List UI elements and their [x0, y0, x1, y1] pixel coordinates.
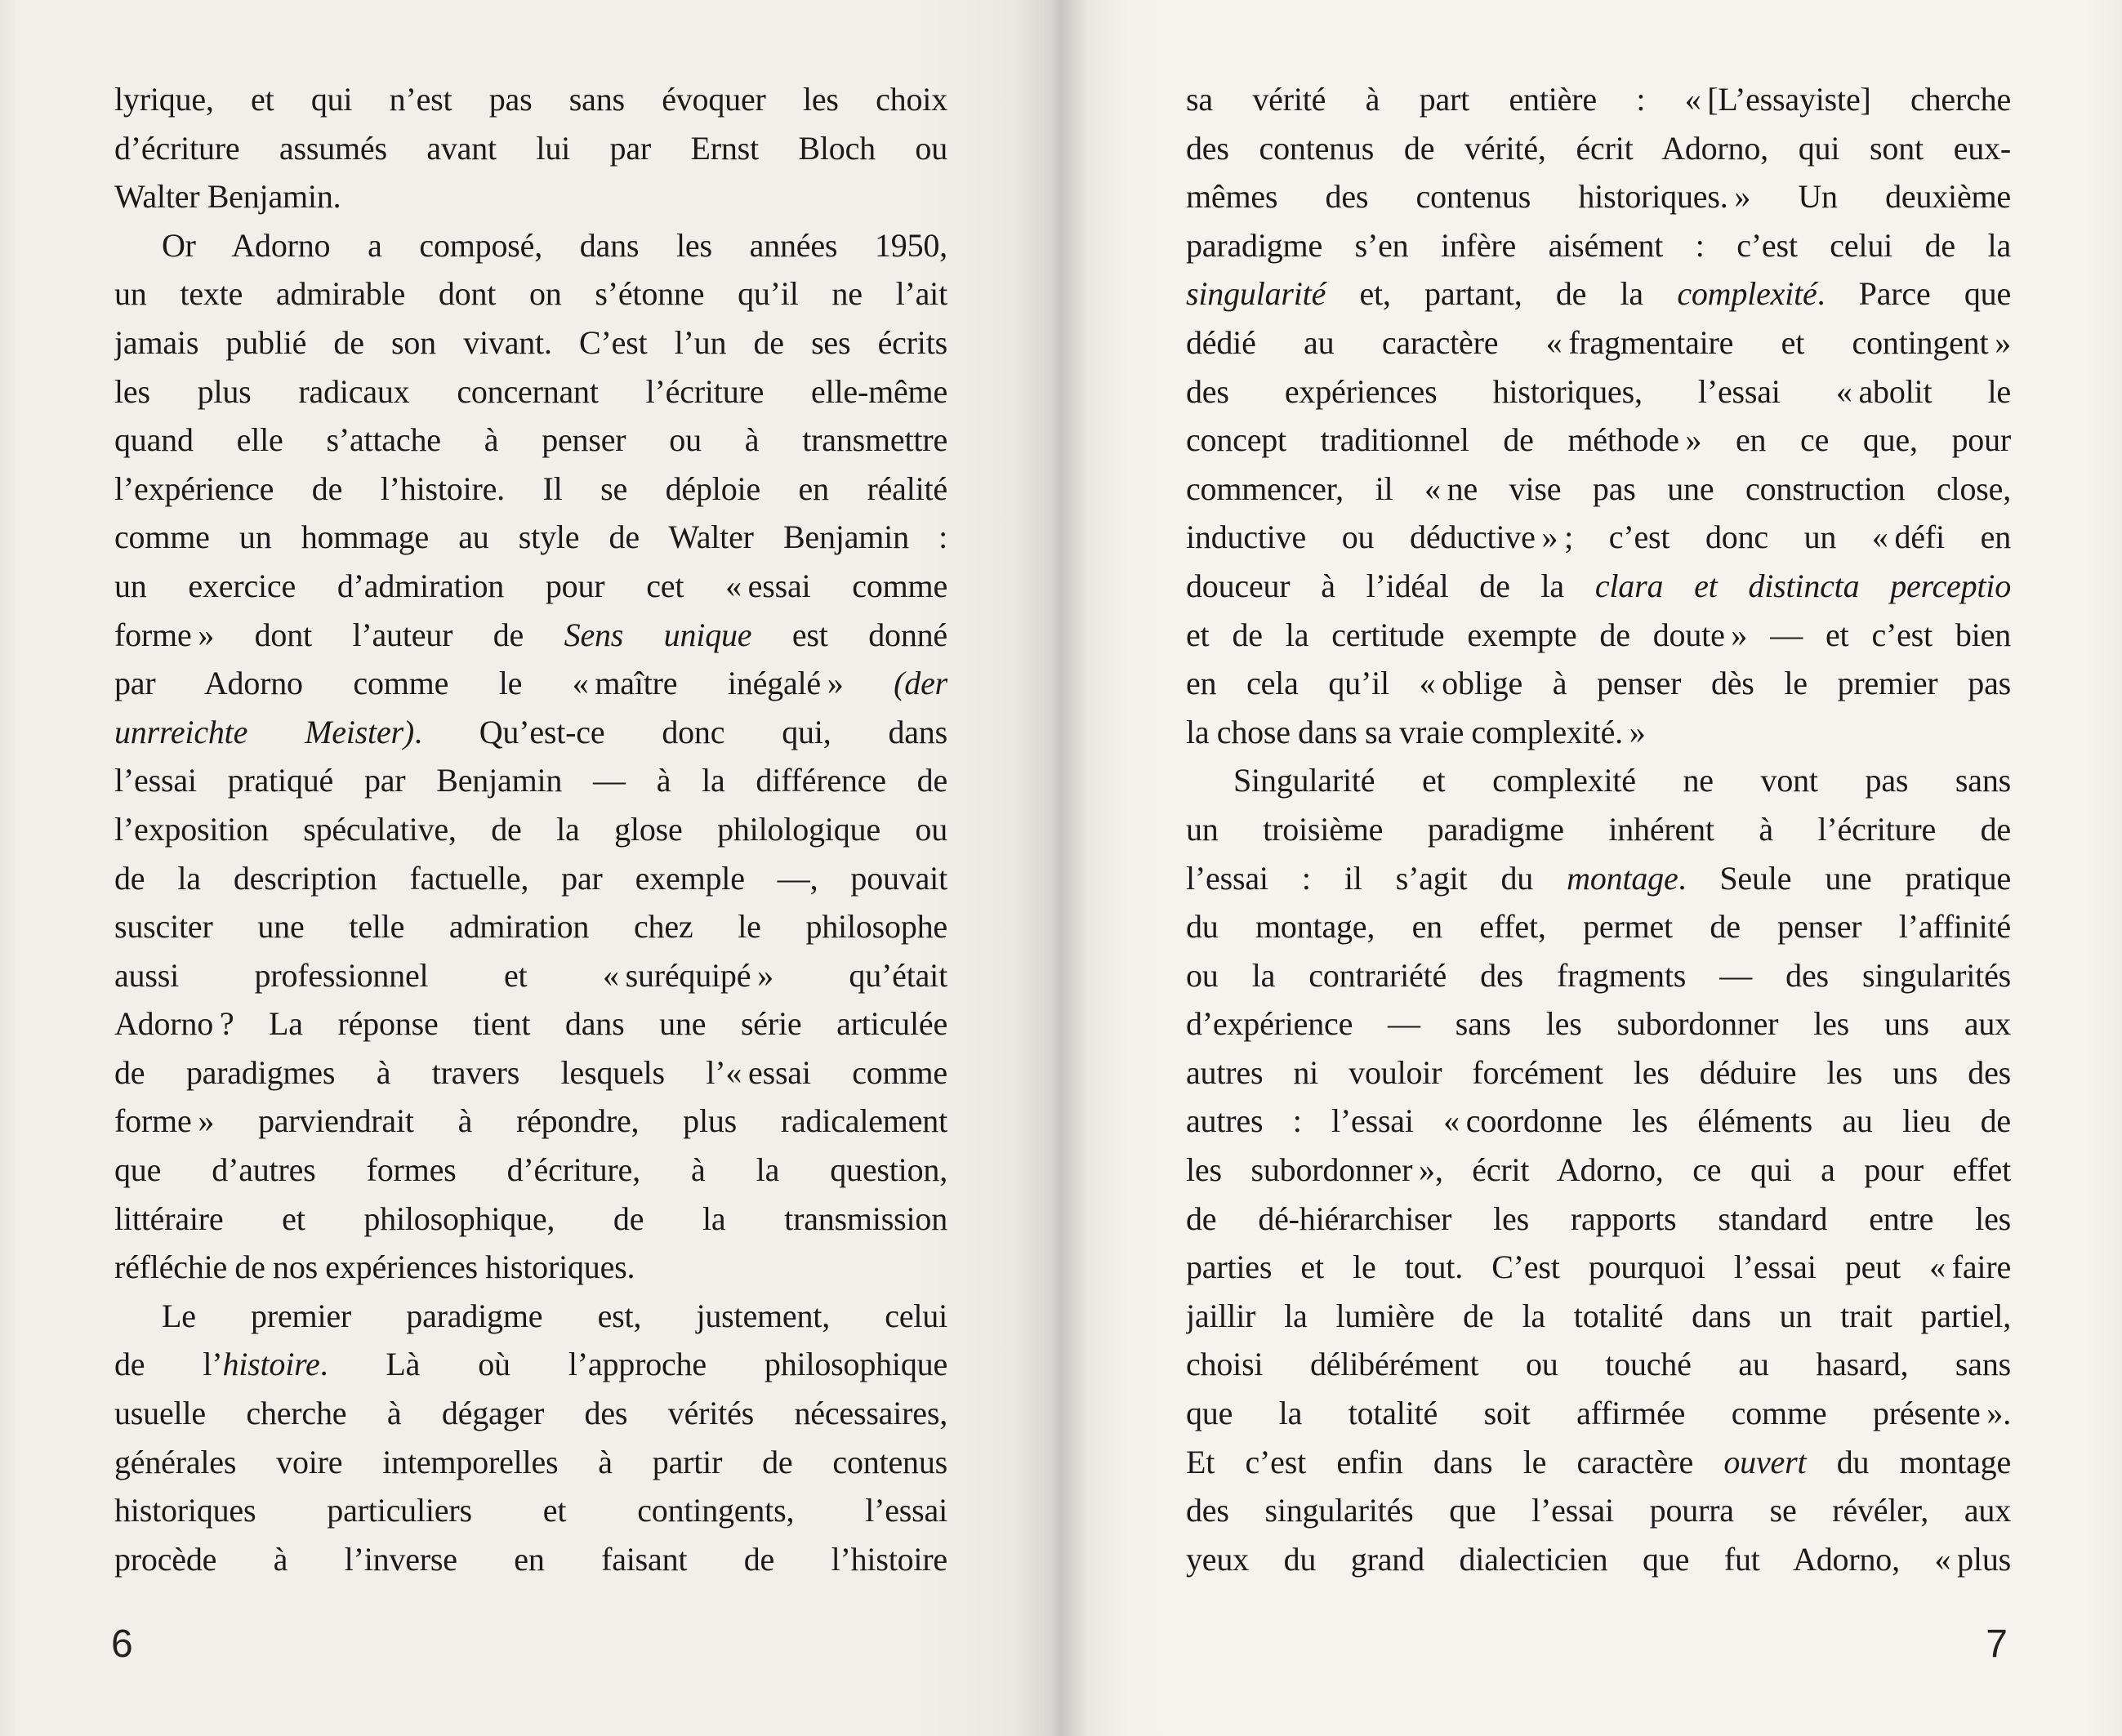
text-line — [1186, 513, 2011, 562]
text-run: les plus radicaux concernant l’écriture elle-même — [114, 372, 947, 410]
text-line — [1186, 756, 2011, 805]
text-line — [1186, 805, 2011, 854]
text-run: est donné — [751, 616, 947, 653]
text-line — [1186, 854, 2011, 903]
text-line — [114, 805, 947, 854]
text-run: de l’ — [114, 1346, 223, 1383]
text-run: autres : l’essai « coordonne les éléments au lieu de — [1186, 1102, 2011, 1140]
text-line — [114, 756, 947, 805]
text-run: de la description factuelle, par exemple —, pouvait — [114, 859, 947, 897]
text-line — [1186, 951, 2011, 1000]
text-run: des singularités que l’essai pourra se révéler, aux — [1186, 1492, 2011, 1529]
text-run: et, partant, de la — [1326, 275, 1678, 313]
text-line — [114, 75, 947, 124]
text-line — [1186, 1486, 2011, 1535]
text-line — [1186, 269, 2011, 318]
text-line — [1186, 465, 2011, 514]
text-line — [114, 1486, 947, 1535]
text-run: l’exposition spéculative, de la glose philologique ou — [114, 810, 947, 848]
italic-text-run: singularité — [1186, 275, 1326, 313]
text-run: Walter Benjamin. — [114, 178, 341, 216]
text-run: des contenus de vérité, écrit Adorno, qui sont eux- — [1186, 129, 2011, 167]
text-line — [114, 902, 947, 951]
text-run: yeux du grand dialecticien que fut Adorno, « plus — [1186, 1540, 2011, 1578]
text-line — [114, 951, 947, 1000]
text-run: par Adorno comme le « maître inégalé » — [114, 665, 894, 702]
text-line — [1186, 416, 2011, 465]
text-run: forme » dont l’auteur de — [114, 616, 564, 653]
text-run: . Là où l’approche philosophique — [319, 1346, 947, 1383]
text-line — [114, 1195, 947, 1244]
text-run: susciter une telle admiration chez le philosophe — [114, 908, 947, 946]
text-line — [114, 708, 947, 757]
text-run: jamais publié de son vivant. C’est l’un de ses écrits — [114, 323, 947, 361]
text-run: la chose dans sa vraie complexité. » — [1186, 713, 1646, 750]
text-run: mêmes des contenus historiques. » Un deuxième — [1186, 178, 2011, 216]
text-line — [1186, 221, 2011, 270]
text-line — [114, 367, 947, 416]
text-run: aussi professionnel et « suréquipé » qu’était — [114, 956, 947, 994]
text-run: que d’autres formes d’écriture, à la question, — [114, 1151, 947, 1189]
text-run: les subordonner », écrit Adorno, ce qui a pour effet — [1186, 1151, 2011, 1189]
text-line — [114, 124, 947, 173]
text-line — [1186, 75, 2011, 124]
text-run: procède à l’inverse en faisant de l’histoire — [114, 1540, 947, 1578]
text-line — [1186, 999, 2011, 1048]
italic-text-run: Sens unique — [564, 616, 752, 653]
text-line — [1186, 1535, 2011, 1584]
text-line — [114, 1146, 947, 1195]
text-line — [114, 562, 947, 611]
text-line — [114, 269, 947, 318]
page-number-left: 6 — [111, 1622, 133, 1666]
text-line — [1186, 1097, 2011, 1146]
text-line — [1186, 1146, 2011, 1195]
text-line — [114, 1535, 947, 1584]
text-run: Le premier paradigme est, justement, celui — [162, 1297, 947, 1334]
text-run: concept traditionnel de méthode » en ce que, pour — [1186, 421, 2011, 459]
text-line — [1186, 708, 2011, 757]
text-line — [114, 465, 947, 514]
text-run: un troisième paradigme inhérent à l’écriture de — [1186, 810, 2011, 848]
text-run: ou la contrariété des fragments — des singularités — [1186, 956, 2011, 994]
text-run: en cela qu’il « oblige à penser dès le premier pas — [1186, 665, 2011, 702]
text-line — [114, 172, 947, 221]
text-run: l’essai : il s’agit du — [1186, 859, 1567, 897]
text-run: un exercice d’admiration pour cet « essai comme — [114, 567, 947, 604]
text-run: dédié au caractère « fragmentaire et contingent » — [1186, 323, 2011, 361]
text-run: du montage — [1806, 1443, 2011, 1480]
text-run: Adorno ? La réponse tient dans une série articulée — [114, 1005, 947, 1043]
text-run: Et c’est enfin dans le caractère — [1186, 1443, 1724, 1480]
text-run: que la totalité soit affirmée comme présente ». — [1186, 1395, 2011, 1432]
italic-text-run: montage — [1567, 859, 1678, 897]
text-run: . Qu’est-ce donc qui, dans — [413, 713, 947, 750]
text-line — [114, 1438, 947, 1487]
text-run: comme un hommage au style de Walter Benjamin : — [114, 519, 947, 556]
text-run: choisi délibérément ou touché au hasard, sans — [1186, 1346, 2011, 1383]
page-right — [1061, 0, 2122, 1736]
text-run: d’écriture assumés avant lui par Ernst Bloch ou — [114, 129, 947, 167]
text-line — [114, 1340, 947, 1389]
text-run: l’essai pratiqué par Benjamin — à la différence de — [114, 762, 947, 799]
text-run: un texte admirable dont on s’étonne qu’il ne l’ait — [114, 275, 947, 313]
page-right-text — [1186, 75, 2011, 1583]
text-run: forme » parviendrait à répondre, plus radicalement — [114, 1102, 947, 1140]
text-run: l’expérience de l’histoire. Il se déploie en réalité — [114, 470, 947, 507]
text-run: quand elle s’attache à penser ou à transmettre — [114, 421, 947, 459]
text-run: usuelle cherche à dégager des vérités nécessaires, — [114, 1395, 947, 1432]
text-line — [114, 318, 947, 367]
text-run: d’expérience — sans les subordonner les uns aux — [1186, 1005, 2011, 1043]
text-line — [1186, 902, 2011, 951]
text-run: parties et le tout. C’est pourquoi l’essai peut « faire — [1186, 1249, 2011, 1286]
text-run: littéraire et philosophique, de la transmission — [114, 1200, 947, 1237]
text-run: lyrique, et qui n’est pas sans évoquer les choix — [114, 81, 947, 118]
text-line — [114, 1389, 947, 1438]
text-run: Singularité et complexité ne vont pas sans — [1233, 762, 2011, 799]
text-line — [114, 1292, 947, 1341]
italic-text-run: unrreichte Meister) — [114, 713, 414, 750]
text-line — [114, 416, 947, 465]
text-line — [1186, 1340, 2011, 1389]
text-run: . Parce que — [1817, 275, 2011, 313]
text-run: . Seule une pratique — [1678, 859, 2011, 897]
text-line — [1186, 318, 2011, 367]
text-run: Or Adorno a composé, dans les années 1950, — [162, 226, 947, 264]
text-line — [114, 999, 947, 1048]
text-run: autres ni vouloir forcément les déduire les uns des — [1186, 1053, 2011, 1091]
italic-text-run: clara et distincta perceptio — [1594, 567, 2011, 604]
text-run: douceur à l’idéal de la — [1186, 567, 1595, 604]
text-run: réfléchie de nos expériences historiques. — [114, 1249, 635, 1286]
text-line — [114, 1097, 947, 1146]
text-run: paradigme s’en infère aisément : c’est celui de la — [1186, 226, 2011, 264]
italic-text-run: complexité — [1677, 275, 1817, 313]
text-run: inductive ou déductive » ; c’est donc un « défi en — [1186, 519, 2011, 556]
page-left-text — [114, 75, 947, 1583]
text-line — [114, 513, 947, 562]
text-line — [1186, 1389, 2011, 1438]
text-run: des expériences historiques, l’essai « abolit le — [1186, 372, 2011, 410]
text-line — [1186, 172, 2011, 221]
text-line — [114, 611, 947, 660]
text-run: et de la certitude exempte de doute » — et c’est bien — [1186, 616, 2011, 653]
page-number-right: 7 — [1986, 1622, 2008, 1666]
text-line — [114, 1243, 947, 1292]
text-line — [114, 854, 947, 903]
text-line — [1186, 1243, 2011, 1292]
text-line — [1186, 1292, 2011, 1341]
italic-text-run: histoire — [222, 1346, 320, 1383]
text-line — [1186, 124, 2011, 173]
text-line — [1186, 1438, 2011, 1487]
text-line — [114, 221, 947, 270]
text-line — [1186, 367, 2011, 416]
text-line — [1186, 659, 2011, 708]
text-line — [1186, 1195, 2011, 1244]
text-run: du montage, en effet, permet de penser l’affinité — [1186, 908, 2011, 946]
text-run: commencer, il « ne vise pas une construction close, — [1186, 470, 2011, 507]
text-line — [114, 1048, 947, 1097]
text-run: de dé-hiérarchiser les rapports standard entre les — [1186, 1200, 2011, 1237]
text-run: sa vérité à part entière : « [L’essayiste] cherche — [1186, 81, 2011, 118]
italic-text-run: ouvert — [1723, 1443, 1807, 1480]
text-run: de paradigmes à travers lesquels l’« essai comme — [114, 1053, 947, 1091]
italic-text-run: (der — [894, 665, 947, 702]
text-run: historiques particuliers et contingents, l’essai — [114, 1492, 947, 1529]
text-run: générales voire intemporelles à partir de contenus — [114, 1443, 947, 1480]
text-line — [1186, 562, 2011, 611]
text-line — [114, 659, 947, 708]
text-line — [1186, 1048, 2011, 1097]
text-run: jaillir la lumière de la totalité dans un trait partiel, — [1186, 1297, 2011, 1334]
text-line — [1186, 611, 2011, 660]
